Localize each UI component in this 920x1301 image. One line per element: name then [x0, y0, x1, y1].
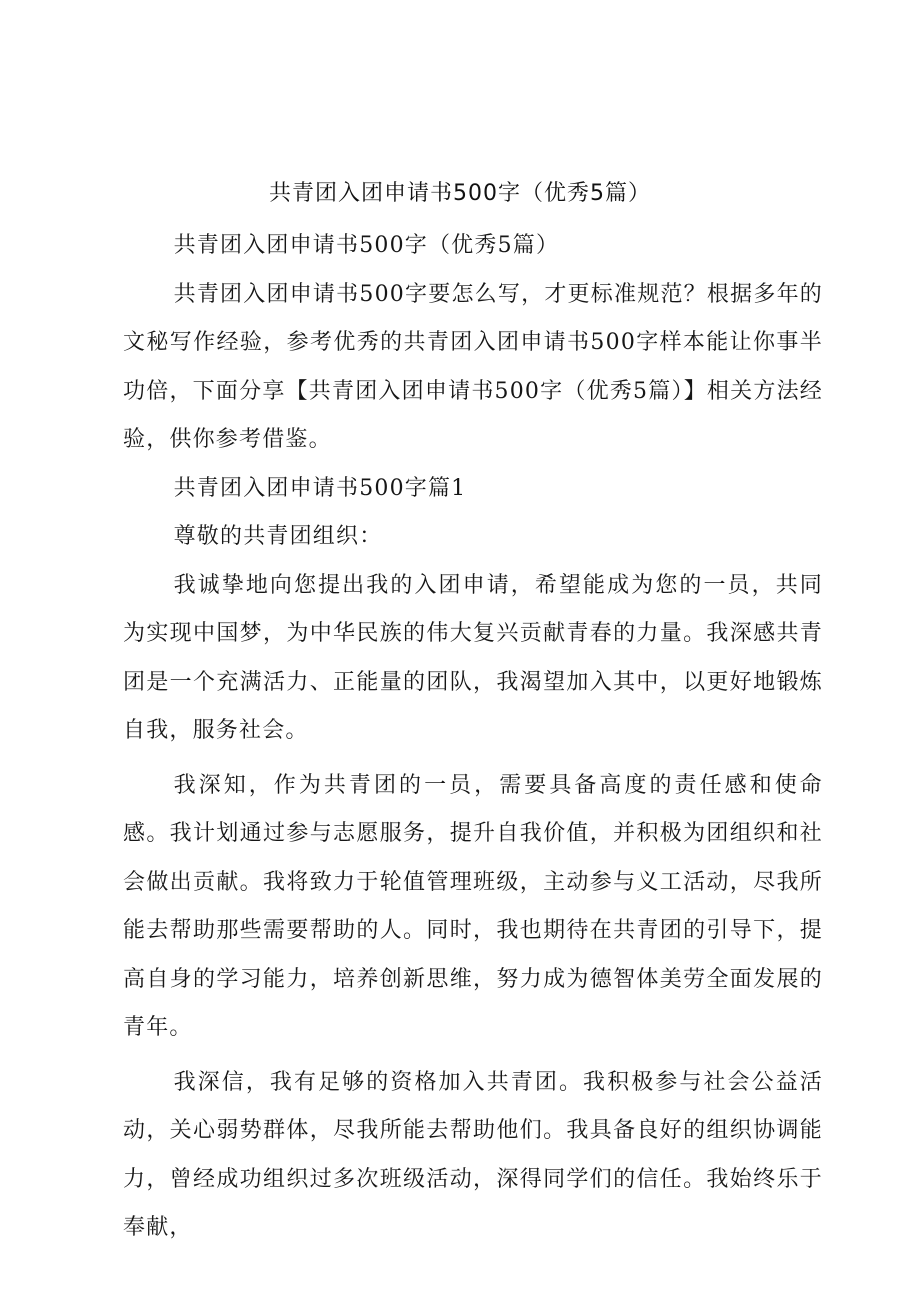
salutation: 尊敬的共青团组织： [173, 524, 383, 549]
intro-paragraph: 共青团入团申请书500字要怎么写，才更标准规范？根据多年的文秘写作经验，参考优秀的共青团入团申请书500字样本能让你事半功倍，下面分享【共青团入团申请书500字（优秀5篇）】相关方法经验，供你参考借鉴。 [123, 281, 823, 452]
body-paragraph: 我诚挚地向您提出我的入团申请，希望能成为您的一员，共同为实现中国梦，为中华民族的伟大复兴贡献青春的力量。我深感共青团是一个充满活力、正能量的团队，我渴望加入其中，以更好地锻炼自我，服务社会。 [123, 572, 823, 743]
document-title: 共青团入团申请书500字（优秀5篇） [269, 181, 651, 206]
body-paragraph: 我深信，我有足够的资格加入共青团。我积极参与社会公益活动，关心弱势群体，尽我所能去帮助他们。我具备良好的组织协调能力，曾经成功组织过多次班级活动，深得同学们的信任。我始终乐于奉献， [123, 1069, 823, 1240]
subtitle-paragraph: 共青团入团申请书500字（优秀5篇） [173, 233, 560, 258]
body-paragraph: 我深知，作为共青团的一员，需要具备高度的责任感和使命感。我计划通过参与志愿服务，提升自我价值，并积极为团组织和社会做出贡献。我将致力于轮值管理班级，主动参与义工活动，尽我所能去帮助那些需要帮助的人。同时，我也期待在共青团的引导下，提高自身的学习能力，培养创新思维，努力成为德智体美劳全面发展的青年。 [123, 772, 823, 1040]
document-body [123, 222, 823, 1253]
section-heading: 共青团入团申请书500字篇1 [173, 475, 467, 501]
